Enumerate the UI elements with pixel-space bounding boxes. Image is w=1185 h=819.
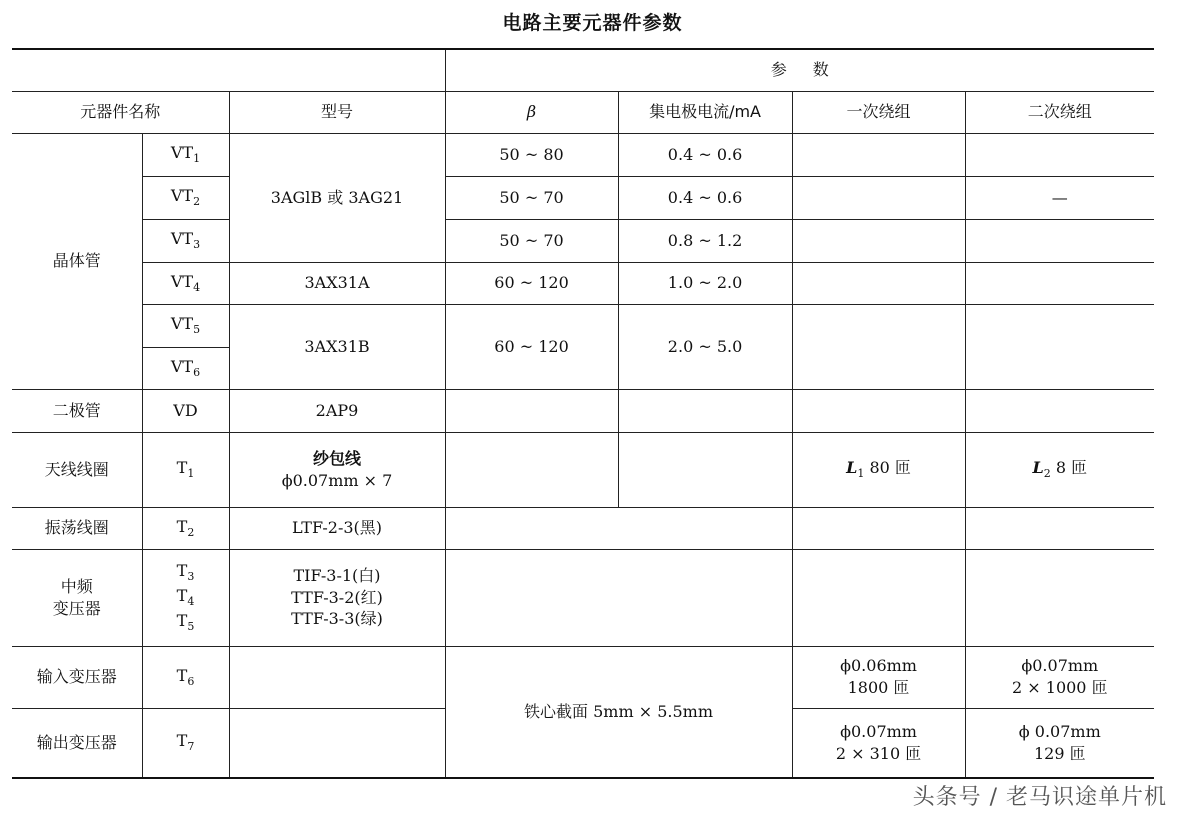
- antenna-coil-beta: [445, 432, 618, 507]
- core-section: 铁心截面 5mm × 5.5mm: [445, 646, 792, 778]
- t5-symbol: $T_5$: [176, 610, 195, 633]
- vt3-secondary: [965, 219, 1154, 262]
- table-row-osc-coil: [12, 507, 1154, 549]
- vt6-symbol: $VT_6$: [142, 347, 229, 389]
- component-parameter-table: [12, 48, 1154, 779]
- antenna-coil-primary: $L_1$ 80 匝: [792, 432, 965, 507]
- osc-coil-secondary: [965, 507, 1154, 549]
- antenna-coil-model-line1: 纱包线: [313, 448, 362, 468]
- vt123-model: 3AGlB 或 3AG21: [229, 133, 445, 262]
- antenna-coil-symbol: $T_1$: [142, 432, 229, 507]
- output-transformer-secondary: ϕ 0.07mm 129 匝: [965, 708, 1154, 778]
- vt2-symbol: $VT_2$: [142, 176, 229, 219]
- vt1-symbol: $VT_1$: [142, 133, 229, 176]
- t5-model: TTF-3-3(绿): [291, 609, 383, 629]
- table-row-vt5: [12, 304, 1154, 347]
- diode-current: [618, 389, 792, 432]
- watermark-text: 头条号 / 老马识途单片机: [912, 785, 1167, 810]
- header-collector-current: 集电极电流/mA: [618, 91, 792, 133]
- vt3-primary: [792, 219, 965, 262]
- vt5-symbol: $VT_5$: [142, 304, 229, 347]
- t3-symbol: $T_3$: [176, 561, 195, 584]
- params-group-header: 参数: [445, 49, 1154, 91]
- vt4-symbol: $VT_4$: [142, 262, 229, 304]
- if-transformer-secondary: [965, 549, 1154, 646]
- header-model: 型号: [229, 91, 445, 133]
- header-primary-winding: 一次绕组: [792, 91, 965, 133]
- vt3-symbol: $VT_3$: [142, 219, 229, 262]
- vt1-current: 0.4 ~ 0.6: [618, 133, 792, 176]
- antenna-coil-secondary: $L_2$ 8 匝: [965, 432, 1154, 507]
- output-transformer-model: [229, 708, 445, 778]
- diode-symbol: VD: [142, 389, 229, 432]
- vt2-primary: [792, 176, 965, 219]
- antenna-coil-model-line2: ϕ0.07mm × 7: [281, 470, 393, 490]
- output-transformer-symbol: $T_7$: [142, 708, 229, 778]
- diode-name: 二极管: [12, 389, 142, 432]
- vt1-beta: 50 ~ 80: [445, 133, 618, 176]
- table-row-vt3: [12, 219, 1154, 262]
- table-row-diode: [12, 389, 1154, 432]
- table-row-input-transformer: [12, 646, 1154, 708]
- osc-coil-symbol: $T_2$: [142, 507, 229, 549]
- input-transformer-name: 输入变压器: [12, 646, 142, 708]
- if-transformer-params: [445, 549, 792, 646]
- vt56-secondary: [965, 304, 1154, 389]
- header-row-group: [12, 49, 1154, 91]
- table-row-vt1: [12, 133, 1154, 176]
- input-transformer-primary: ϕ0.06mm 1800 匝: [792, 646, 965, 708]
- input-transformer-symbol: $T_6$: [142, 646, 229, 708]
- header-secondary-winding: 二次绕组: [965, 91, 1154, 133]
- vt56-primary: [792, 304, 965, 389]
- if-transformer-primary: [792, 549, 965, 646]
- transistor-group-label: 晶体管: [12, 133, 142, 389]
- output-transformer-primary: ϕ0.07mm 2 × 310 匝: [792, 708, 965, 778]
- vt4-secondary: [965, 262, 1154, 304]
- table-row-vt4: [12, 262, 1154, 304]
- diode-secondary: [965, 389, 1154, 432]
- antenna-coil-name: 天线线圈: [12, 432, 142, 507]
- table-row-vt2: [12, 176, 1154, 219]
- input-transformer-model: [229, 646, 445, 708]
- header-component-name: 元器件名称: [12, 91, 229, 133]
- t4-model: TTF-3-2(红): [291, 587, 383, 607]
- vt56-current: 2.0 ~ 5.0: [618, 304, 792, 389]
- antenna-coil-current: [618, 432, 792, 507]
- header-beta: β: [445, 91, 618, 133]
- vt4-beta: 60 ~ 120: [445, 262, 618, 304]
- osc-coil-model: LTF-2-3(黑): [229, 507, 445, 549]
- vt3-current: 0.8 ~ 1.2: [618, 219, 792, 262]
- if-transformer-models: [229, 549, 445, 646]
- input-transformer-secondary: ϕ0.07mm 2 × 1000 匝: [965, 646, 1154, 708]
- if-transformer-symbols: [142, 549, 229, 646]
- header-blank-cell: [12, 49, 445, 91]
- vt2-secondary: —: [965, 176, 1154, 219]
- vt2-beta: 50 ~ 70: [445, 176, 618, 219]
- header-row: [12, 91, 1154, 133]
- vt1-primary: [792, 133, 965, 176]
- if-transformer-name: 中频 变压器: [12, 549, 142, 646]
- vt56-model: 3AX31B: [229, 304, 445, 389]
- vt4-current: 1.0 ~ 2.0: [618, 262, 792, 304]
- osc-coil-params: [445, 507, 792, 549]
- diode-beta: [445, 389, 618, 432]
- t4-symbol: $T_4$: [176, 586, 195, 609]
- vt4-primary: [792, 262, 965, 304]
- antenna-coil-model: [229, 432, 445, 507]
- osc-coil-name: 振荡线圈: [12, 507, 142, 549]
- vt56-beta: 60 ~ 120: [445, 304, 618, 389]
- diode-primary: [792, 389, 965, 432]
- page-title: 电路主要元器件参数: [502, 12, 683, 34]
- table-row-antenna-coil: [12, 432, 1154, 507]
- table-row-if-transformer: [12, 549, 1154, 646]
- output-transformer-name: 输出变压器: [12, 708, 142, 778]
- vt1-secondary: [965, 133, 1154, 176]
- diode-model: 2AP9: [229, 389, 445, 432]
- vt4-model: 3AX31A: [229, 262, 445, 304]
- t3-model: TIF-3-1(白): [293, 566, 381, 586]
- osc-coil-primary: [792, 507, 965, 549]
- vt3-beta: 50 ~ 70: [445, 219, 618, 262]
- vt2-current: 0.4 ~ 0.6: [618, 176, 792, 219]
